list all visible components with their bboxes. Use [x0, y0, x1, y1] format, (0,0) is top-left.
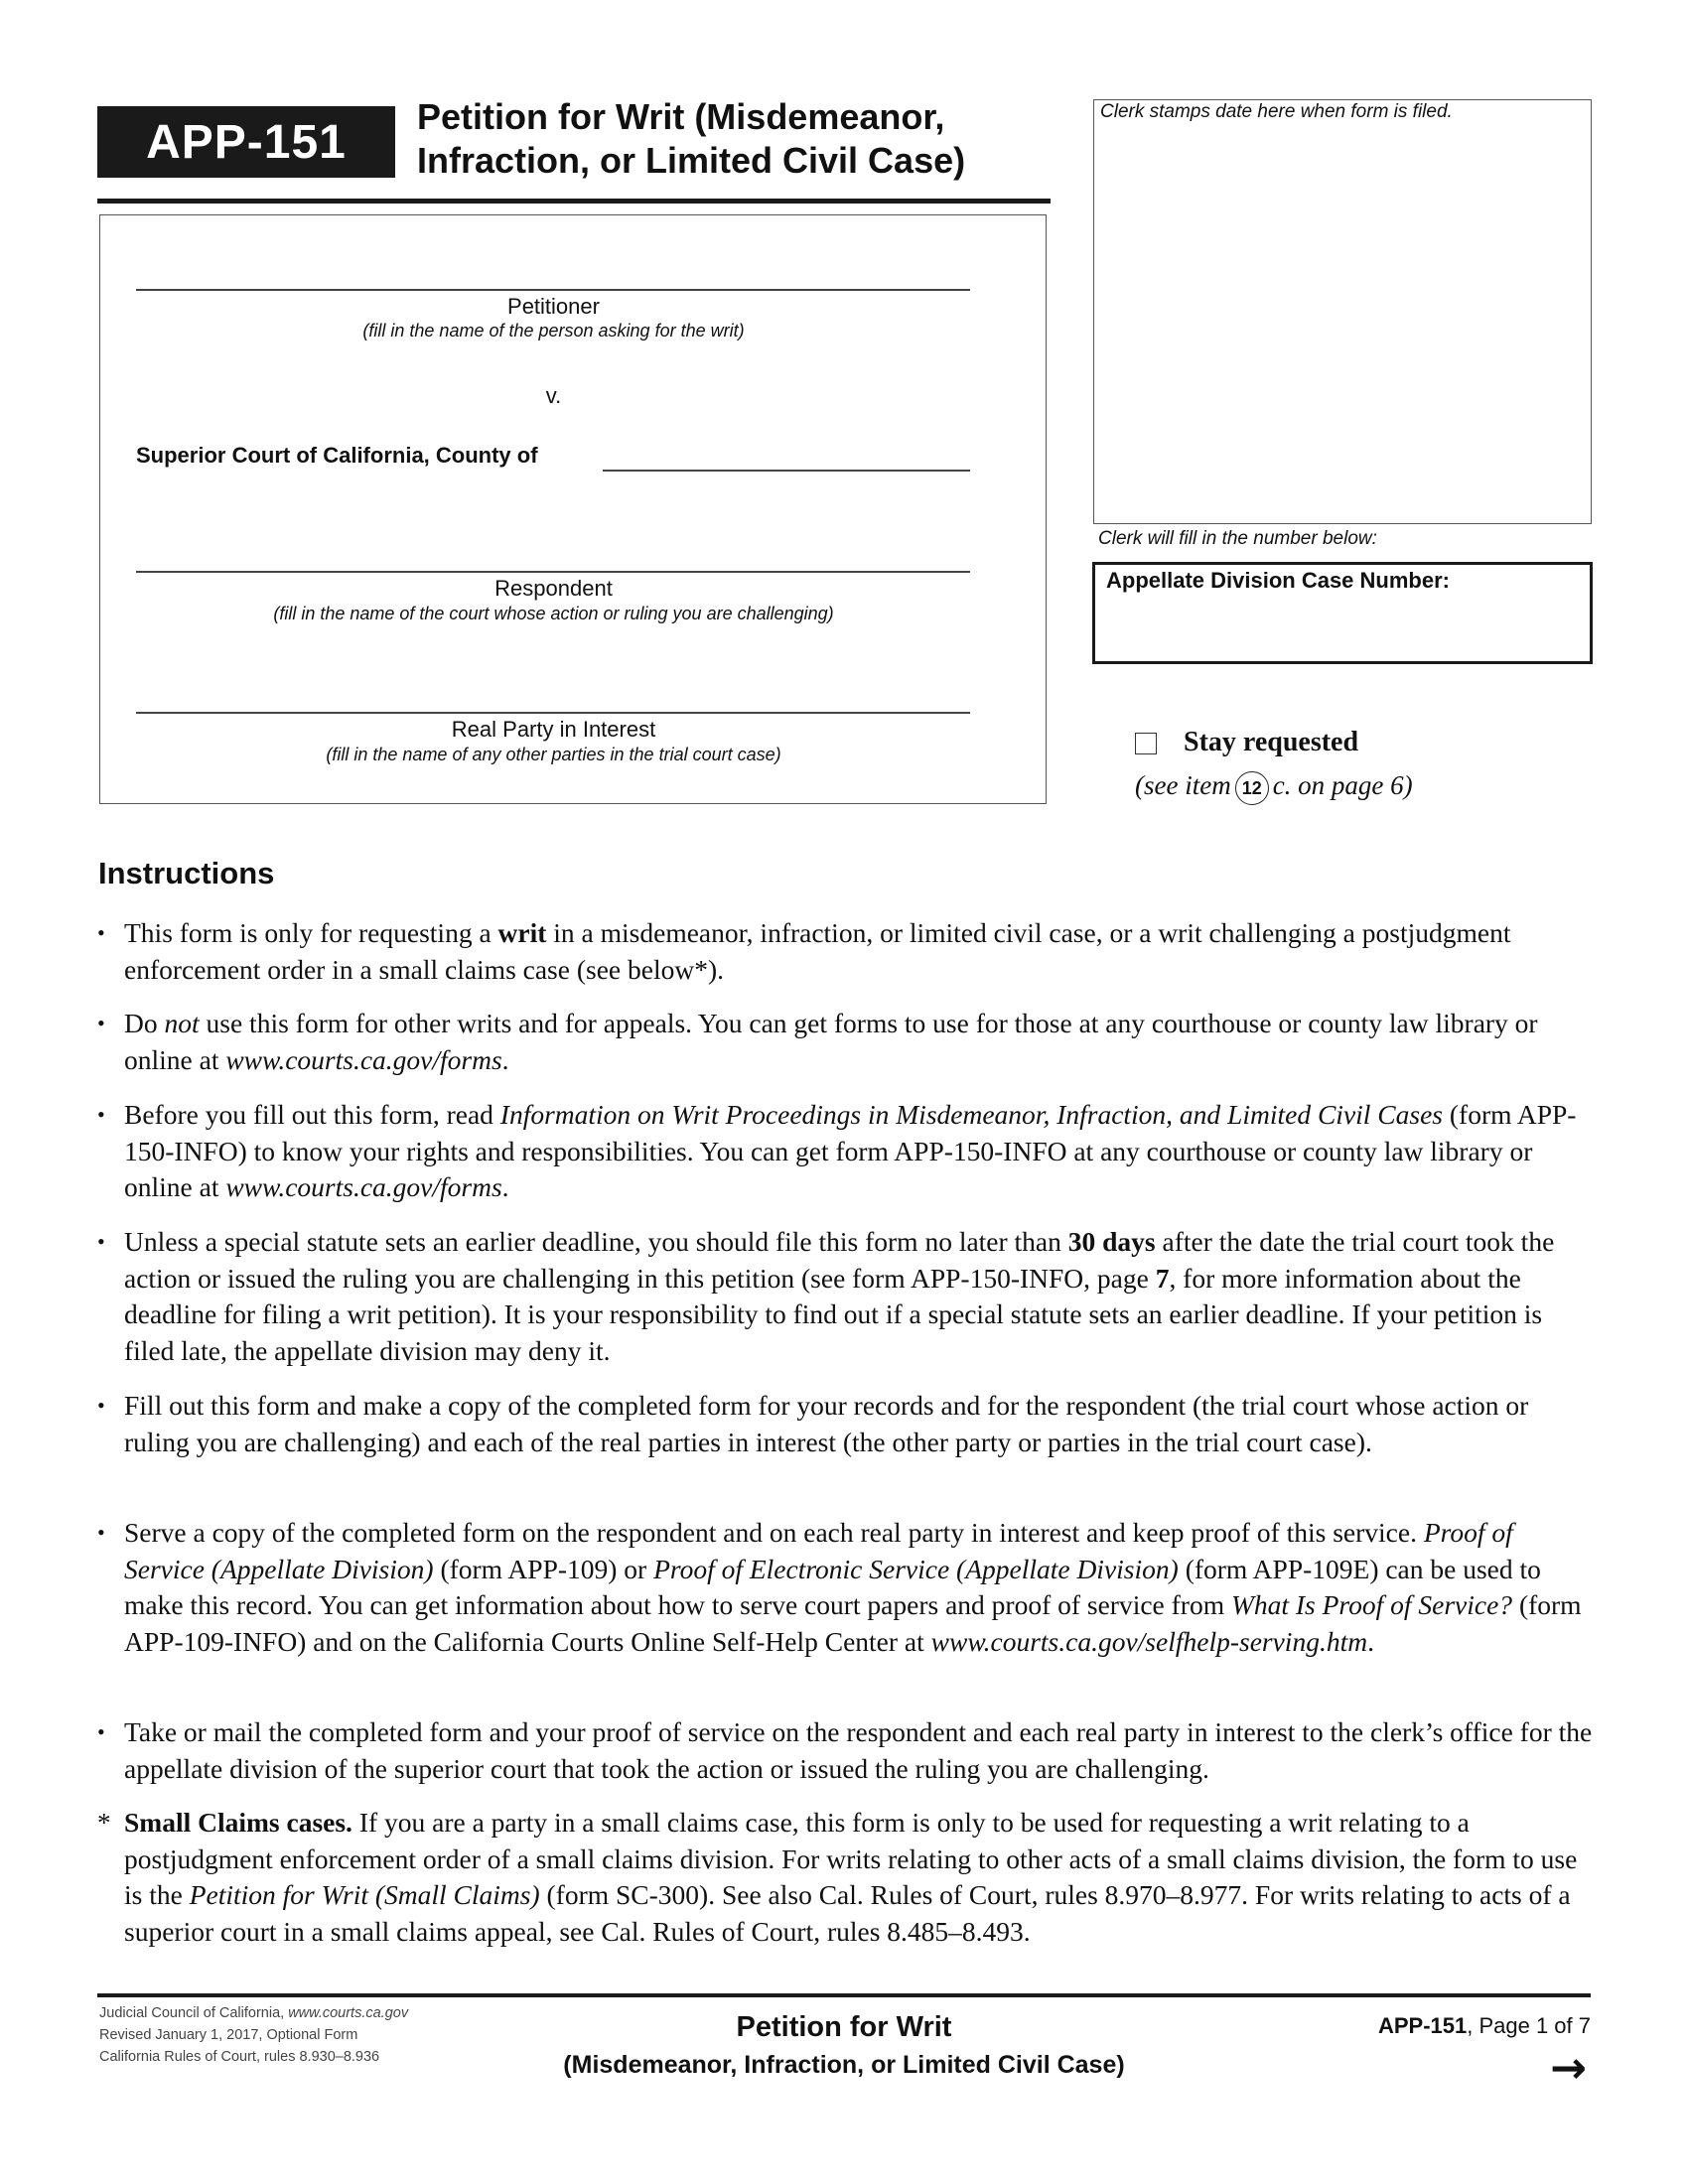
- footer-rule: [97, 1993, 1591, 1997]
- real-party-label: Real Party in Interest: [451, 717, 656, 742]
- petitioner-hint: (fill in the name of the person asking for the writ): [362, 321, 745, 341]
- real-party-field[interactable]: [136, 712, 970, 714]
- case-caption-box: [99, 214, 1047, 804]
- instruction-item: [97, 915, 1597, 988]
- small-claims-note: [97, 1805, 1597, 1950]
- superior-court-label: Superior Court of California, County of: [136, 443, 538, 468]
- instruction-bold: writ: [497, 917, 547, 948]
- instruction-text: If you are a party in a small claims case, this form is only to be used for requesting a writ relating to a postjudgment enforcement order of a small claims division. For writs relating to other acts of a small claims division, the form to use is the: [124, 1807, 1578, 1910]
- asterisk-mark: *: [97, 1808, 111, 1838]
- clerk-stamp-box: [1093, 99, 1592, 524]
- item-number-badge: 12: [1235, 771, 1269, 805]
- petitioner-label: Petitioner: [507, 294, 600, 319]
- instruction-bold: 7: [1155, 1262, 1170, 1294]
- form-title-line-1: Petition for Writ (Misdemeanor,: [417, 96, 945, 137]
- footer-page-info: [1378, 2013, 1591, 2039]
- footer-publisher-link[interactable]: www.courts.ca.gov: [288, 2005, 409, 2021]
- instruction-text: Do: [124, 1008, 165, 1038]
- county-field[interactable]: [603, 470, 970, 472]
- bullet-icon: •: [97, 920, 105, 945]
- footer-title: Petition for Writ: [736, 2011, 952, 2043]
- instruction-text: (form APP-150-INFO) to know your rights and responsibilities. You can get form APP-150-INFO at any courthouse or county law library or online at: [124, 1099, 1577, 1202]
- clerk-stamp-note: Clerk stamps date here when form is filed.: [1100, 101, 1453, 122]
- stay-note-prefix: (see item: [1135, 770, 1231, 800]
- case-number-label: Appellate Division Case Number:: [1106, 568, 1450, 593]
- instruction-text: (form SC-300). See also Cal. Rules of Court, rules 8.970–8.977. For writs relating to acts of a superior court in a small claims appeal, see Cal. Rules of Court, rules 8.485–8.493.: [124, 1879, 1571, 1947]
- next-page-arrow-icon[interactable]: →: [1550, 2043, 1587, 2094]
- instruction-text: Before you fill out this form, read: [124, 1099, 500, 1130]
- bullet-icon: •: [97, 1102, 105, 1127]
- form-title-line-2: Infraction, or Limited Civil Case): [417, 140, 966, 181]
- stay-requested-label: Stay requested: [1184, 727, 1359, 757]
- respondent-hint: (fill in the name of the court whose action or ruling you are challenging): [273, 604, 834, 623]
- bullet-icon: •: [97, 1719, 105, 1744]
- instruction-italic: Petition for Writ (Small Claims): [189, 1879, 540, 1910]
- instruction-item: [97, 1388, 1597, 1460]
- form-id-badge: APP-151: [97, 106, 395, 178]
- instruction-italic: What Is Proof of Service?: [1230, 1589, 1513, 1620]
- instruction-text: Fill out this form and make a copy of the completed form for your records and for the respondent (the trial court whose action or ruling you are challenging) and each of the real parties in interest (the other party or parties in the trial court case).: [124, 1390, 1529, 1457]
- instruction-text: (form APP-109-INFO) and on the California Courts Online Self-Help Center at: [124, 1589, 1582, 1657]
- instruction-text: after the date the trial court took the action or issued the ruling you are challenging in this petition (see form APP-150-INFO, page: [124, 1226, 1555, 1294]
- petitioner-field[interactable]: [136, 289, 970, 291]
- bullet-icon: •: [97, 1229, 105, 1254]
- footer-rules: California Rules of Court, rules 8.930–8.936: [99, 2049, 380, 2065]
- forms-link[interactable]: www.courts.ca.gov/forms: [225, 1043, 502, 1075]
- instruction-text: (form APP-109) or: [433, 1553, 654, 1584]
- instruction-bold: Small Claims cases.: [124, 1807, 352, 1838]
- instruction-item: [97, 1224, 1597, 1369]
- instruction-italic: Proof of Service (Appellate Division): [124, 1517, 1513, 1584]
- instruction-text: Take or mail the completed form and your proof of service on the respondent and each real party in interest to the clerk’s office for the appellate division of the superior court that took the action or issued the ruling you are challenging.: [124, 1716, 1593, 1784]
- instruction-italic: not: [164, 1008, 200, 1038]
- stay-requested-checkbox[interactable]: [1135, 733, 1157, 754]
- footer-publisher: [99, 2005, 408, 2021]
- footer-form-id: APP-151: [1377, 2013, 1468, 2038]
- footer-page-number: , Page 1 of 7: [1467, 2013, 1591, 2038]
- instruction-text: .: [1367, 1625, 1374, 1657]
- clerk-number-note: Clerk will fill in the number below:: [1098, 528, 1377, 549]
- stay-note-suffix: c. on page 6): [1272, 770, 1413, 800]
- instruction-item: [97, 1006, 1597, 1078]
- instruction-italic: Proof of Electronic Service (Appellate Division): [653, 1553, 1179, 1584]
- footer-subtitle: (Misdemeanor, Infraction, or Limited Civil Case): [563, 2051, 1125, 2079]
- instruction-text: (form APP-109E) can be used to make this record. You can get information about how to serve court papers and proof of service from: [124, 1553, 1541, 1620]
- instruction-text: .: [501, 1171, 509, 1202]
- instruction-italic: Information on Writ Proceedings in Misdemeanor, Infraction, and Limited Civil Cases: [499, 1099, 1444, 1130]
- respondent-field[interactable]: [136, 571, 970, 573]
- bullet-icon: •: [97, 1011, 105, 1035]
- stay-requested-note: [1135, 770, 1413, 805]
- instruction-text: Unless a special statute sets an earlier deadline, you should file this form no later than: [124, 1226, 1068, 1257]
- respondent-label: Respondent: [494, 576, 613, 601]
- versus-text: v.: [545, 383, 562, 408]
- instruction-item: [97, 1714, 1597, 1787]
- instruction-text: in a misdemeanor, infraction, or limited civil case, or a writ challenging a postjudgment enforcement order in a small claims case (see below*).: [124, 917, 1511, 985]
- bullet-icon: •: [97, 1520, 105, 1545]
- instruction-text: use this form for other writs and for appeals. You can get forms to use for those at any courthouse or county law library or online at: [124, 1008, 1538, 1075]
- selfhelp-link[interactable]: www.courts.ca.gov/selfhelp-serving.htm: [930, 1625, 1368, 1657]
- footer-revised: Revised January 1, 2017, Optional Form: [99, 2027, 358, 2043]
- instruction-text: .: [501, 1043, 509, 1075]
- real-party-hint: (fill in the name of any other parties in the trial court case): [326, 745, 781, 764]
- bullet-icon: •: [97, 1393, 105, 1418]
- instruction-item: [97, 1515, 1597, 1660]
- footer-publisher-text: Judicial Council of California,: [99, 2005, 289, 2021]
- instruction-bold: 30 days: [1067, 1226, 1156, 1257]
- instructions-heading: Instructions: [98, 856, 275, 890]
- instruction-item: [97, 1097, 1597, 1206]
- header-rule: [97, 199, 1051, 204]
- instruction-text: , for more information about the deadline for filing a writ petition). It is your responsibility to find out if a special statute sets an earlier deadline. If your petition is filed late, the appellate division may deny it.: [124, 1262, 1543, 1366]
- instruction-text: This form is only for requesting a: [124, 917, 498, 948]
- instruction-text: Serve a copy of the completed form on the respondent and on each real party in interest and keep proof of this service.: [124, 1517, 1424, 1548]
- forms-link[interactable]: www.courts.ca.gov/forms: [225, 1171, 502, 1202]
- form-title: [417, 95, 1053, 183]
